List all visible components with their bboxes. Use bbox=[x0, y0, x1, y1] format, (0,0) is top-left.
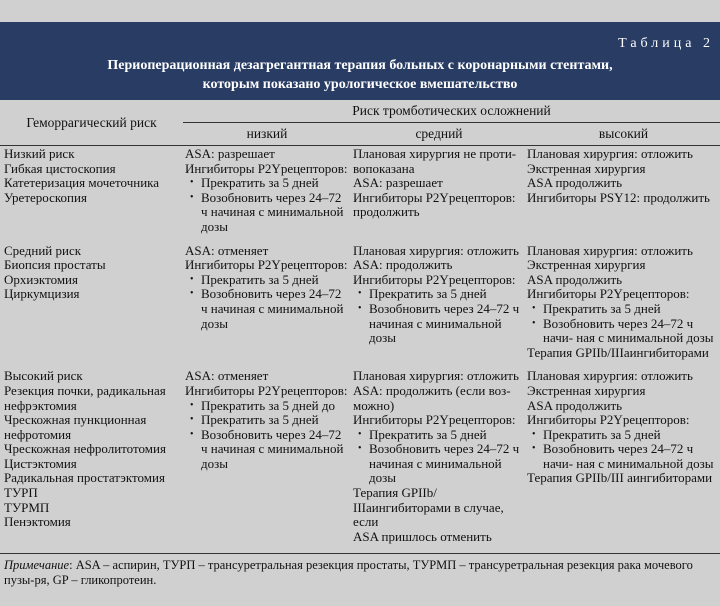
cell-line: ASA продолжить bbox=[527, 271, 623, 287]
bullet-item: • Прекратить за 5 дней bbox=[353, 428, 523, 443]
table-cell-c3 bbox=[353, 369, 527, 544]
table-cell-c1 bbox=[4, 244, 185, 361]
bullet-item: • Прекратить за 5 дней bbox=[185, 413, 349, 428]
cell-line: Средний риск bbox=[4, 242, 82, 258]
cell-line: Плановая хирургия: отложить bbox=[353, 368, 519, 384]
bullet-item: • Прекратить за 5 дней bbox=[185, 273, 349, 288]
cell-line: ASA: отменяет bbox=[185, 242, 269, 258]
cell-line: ASA: продолжить (если воз- bbox=[353, 382, 511, 398]
table-flow bbox=[0, 147, 720, 606]
cell-line: ASA: отменяет bbox=[185, 368, 269, 384]
cell-line: Плановая хирургия: отложить bbox=[527, 368, 693, 384]
bullet-item: • Возобновить через 24–72 ч начи- ная с минимальной дозы bbox=[527, 317, 718, 346]
cell-line: Ингибиторы P2Yрецепторов: bbox=[353, 412, 516, 428]
cell-line: Ингибиторы P2Yрецепторов: bbox=[185, 160, 348, 176]
header-medium: средний bbox=[415, 126, 463, 141]
cell-line: Ингибиторы P2Yрецепторов: bbox=[527, 286, 690, 302]
header-thrombotic-risk: Риск тромботических осложнений bbox=[183, 100, 720, 123]
cell-line: ТУРМП bbox=[4, 499, 50, 515]
cell-line: Плановая хирургия не проти- bbox=[353, 146, 517, 161]
cell-line: ASA пришлось отменить bbox=[353, 528, 492, 544]
cell-line: ASA: продолжить bbox=[353, 257, 453, 273]
bullet-item: • Возобновить через 24–72 ч начиная с минимальной дозы bbox=[185, 428, 349, 472]
cell-line: можно) bbox=[353, 397, 395, 413]
bullet-item: • Возобновить через 24–72 ч начиная с минимальной дозы bbox=[185, 287, 349, 331]
cell-line: ASA продолжить bbox=[527, 175, 623, 191]
bullet-item: • Возобновить через 24–72 ч начиная с минимальной дозы bbox=[353, 302, 523, 346]
bullet-item: • Возобновить через 24–72 ч начи- ная с минимальной дозы bbox=[527, 442, 718, 471]
cell-line: Гибкая цистоскопия bbox=[4, 160, 116, 176]
cell-line: Плановая хирургия: отложить bbox=[527, 242, 693, 258]
header-hemorrhagic-risk: Геморрагический риск bbox=[26, 114, 157, 130]
cell-line: Экстренная хирургия bbox=[527, 257, 646, 273]
header-low: низкий bbox=[246, 126, 288, 141]
table-cell-c2 bbox=[185, 369, 353, 544]
table-header bbox=[0, 100, 720, 146]
bullet-item: • Возобновить через 24–72 ч начиная с минимальной дозы bbox=[353, 442, 523, 486]
cell-line: Плановая хирургия: отложить bbox=[353, 242, 519, 258]
table-cell-c1 bbox=[4, 369, 185, 544]
cell-line: Высокий риск bbox=[4, 368, 83, 384]
cell-line: Экстренная хирургия bbox=[527, 160, 646, 176]
bullet-item: • Прекратить за 5 дней bbox=[527, 302, 718, 317]
table-cell-c3 bbox=[353, 244, 527, 361]
cell-line: ASA продолжить bbox=[527, 397, 623, 413]
cell-line: ASA: разрешает bbox=[185, 146, 275, 161]
table-title-line: Периоперационная дезагрегантная терапия больных с коронарными стентами, bbox=[107, 58, 613, 73]
table-body bbox=[0, 147, 720, 553]
bullet-item: • Прекратить за 5 дней bbox=[353, 287, 523, 302]
cell-line: Пенэктомия bbox=[4, 514, 71, 530]
cell-line: Плановая хирургия: отложить bbox=[527, 146, 693, 161]
cell-line: IIIаингибиторами в случае, bbox=[353, 499, 504, 515]
table-title bbox=[0, 56, 720, 94]
cell-line: Терапия GPIIb/ bbox=[353, 485, 437, 501]
bullet-item: • Возобновить через 24–72 ч начиная с минимальной дозы bbox=[185, 191, 349, 235]
table-title-line: которым показано урологическое вмешательство bbox=[202, 77, 518, 92]
cell-line: Биопсия простаты bbox=[4, 257, 106, 273]
table-caption-band bbox=[0, 22, 720, 100]
table-cell-c4 bbox=[527, 369, 720, 544]
cell-line: продолжить bbox=[353, 204, 420, 220]
note-text: : ASA – аспирин, ТУРП – трансуретральная резекция простаты, ТУРМП – трансуретральная резекция рака мочевого пузы-ря, GP – гликопротеин. bbox=[4, 558, 693, 588]
table-cell-c4 bbox=[527, 147, 720, 235]
cell-line: Цистэктомия bbox=[4, 455, 77, 471]
cell-line: Чрескожная нефролитотомия bbox=[4, 441, 166, 457]
cell-line: нефрэктомия bbox=[4, 397, 77, 413]
cell-line: Резекция почки, радикальная bbox=[4, 382, 166, 398]
table-cell-c4 bbox=[527, 244, 720, 361]
bullet-item: • Прекратить за 5 дней bbox=[527, 428, 718, 443]
table-cell-c3 bbox=[353, 147, 527, 235]
table-cell-c2 bbox=[185, 244, 353, 361]
cell-line: Радикальная простатэктомия bbox=[4, 470, 165, 486]
cell-line: Ингибиторы PSY12: продолжить bbox=[527, 189, 710, 205]
cell-line: Орхиэктомия bbox=[4, 271, 78, 287]
cell-line: Терапия GPIIb/III аингибиторами bbox=[527, 470, 713, 486]
cell-line: Ингибиторы P2Yрецепторов: bbox=[185, 382, 348, 398]
cell-line: Ингибиторы P2Yрецепторов: bbox=[353, 271, 516, 287]
cell-line: если bbox=[353, 514, 379, 530]
cell-line: Низкий риск bbox=[4, 146, 75, 161]
cell-line: вопоказана bbox=[353, 160, 415, 176]
cell-line: Терапия GPIIb/IIIаингибиторами bbox=[527, 344, 709, 360]
cell-line: Чрескожная пункционная bbox=[4, 412, 147, 428]
table-row bbox=[0, 369, 720, 553]
cell-line: ТУРП bbox=[4, 485, 38, 501]
table-row bbox=[0, 147, 720, 244]
table-cell-c2 bbox=[185, 147, 353, 235]
note-label: Примечание bbox=[4, 558, 70, 573]
cell-line: Ингибиторы P2Yрецепторов: bbox=[527, 412, 690, 428]
cell-line: Ингибиторы P2Yрецепторов: bbox=[353, 189, 516, 205]
table-note bbox=[0, 553, 720, 606]
table-number: Таблица 2 bbox=[618, 36, 714, 51]
cell-line: ASA: разрешает bbox=[353, 175, 443, 191]
bullet-item: • Прекратить за 5 дней до bbox=[185, 399, 349, 414]
cell-line: Катетеризация мочеточника bbox=[4, 175, 160, 191]
table-row bbox=[0, 244, 720, 370]
cell-line: Ингибиторы P2Yрецепторов: bbox=[185, 257, 348, 273]
cell-line: Уретероскопия bbox=[4, 189, 87, 205]
header-high: высокий bbox=[598, 126, 649, 141]
cell-line: нефротомия bbox=[4, 426, 72, 442]
table-cell-c1 bbox=[4, 147, 185, 235]
cell-line: Циркумцизия bbox=[4, 286, 80, 302]
cell-line: Экстренная хирургия bbox=[527, 382, 646, 398]
bullet-item: • Прекратить за 5 дней bbox=[185, 176, 349, 191]
